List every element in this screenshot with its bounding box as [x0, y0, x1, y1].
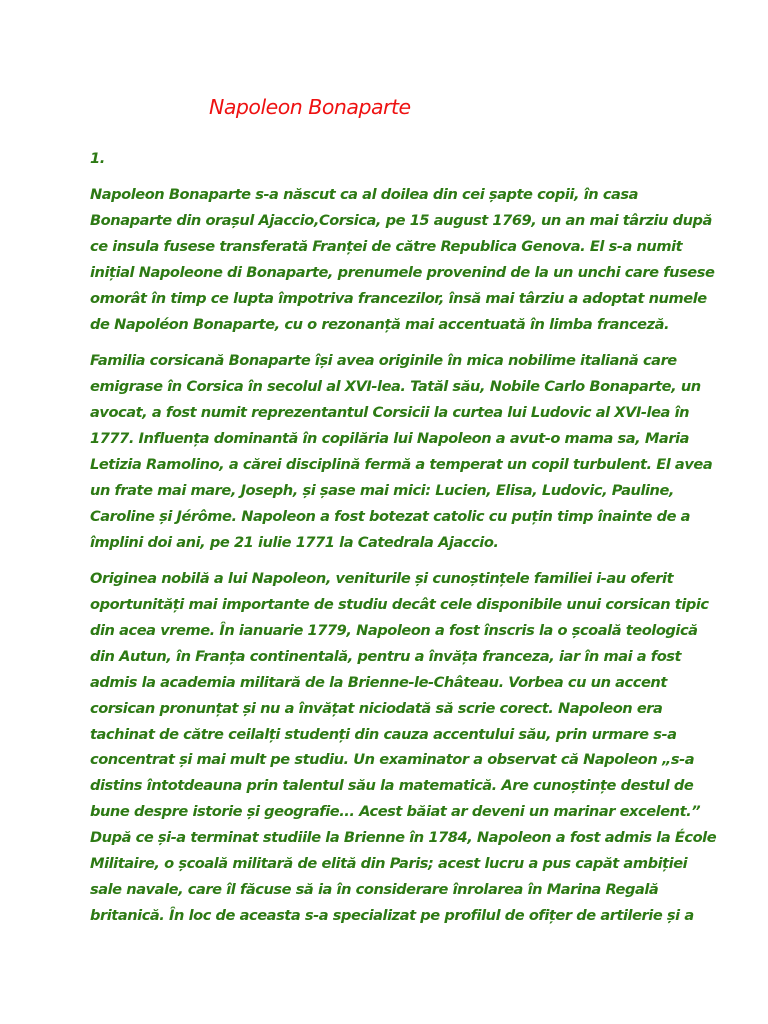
- text-line: din acea vreme. În ianuarie 1779, Napoleon a fost înscris la o școală teologică: [90, 621, 698, 639]
- text-line: un frate mai mare, Joseph, și șase mai mici: Lucien, Elisa, Ludovic, Pauline,: [90, 481, 675, 499]
- text-line: de Napoléon Bonaparte, cu o rezonanță mai accentuată în limba franceză.: [90, 315, 670, 333]
- paragraph-birth: [90, 182, 715, 337]
- document-title: Napoleon Bonaparte: [209, 95, 411, 119]
- text-line: emigrase în Corsica în secolul al XVI-lea. Tatăl său, Nobile Carlo Bonaparte, un: [90, 378, 701, 396]
- text-line: bune despre istorie și geografie... Acest băiat ar deveni un marinar excelent.”: [90, 803, 701, 821]
- text-line: tachinat de către ceilalți studenți din cauza accentului său, prin urmare s-a: [90, 725, 677, 743]
- text-line: Napoleon Bonaparte s-a născut ca al doilea din cei șapte copii, în casa: [90, 186, 639, 204]
- text-line: inițial Napoleone di Bonaparte, prenumele provenind de la un unchi care fusese: [90, 264, 715, 282]
- paragraph-family: [90, 348, 713, 555]
- text-line: Caroline și Jérôme. Napoleon a fost botezat catolic cu puțin timp înainte de a: [90, 507, 691, 525]
- text-line: Originea nobilă a lui Napoleon, veniturile și cunoștințele familiei i-au oferit: [90, 570, 674, 588]
- text-line: Bonaparte din orașul Ajaccio,Corsica, pe 15 august 1769, un an mai târziu după: [90, 212, 712, 230]
- text-line: sale navale, care îl făcuse să ia în considerare înrolarea în Marina Regală: [90, 880, 659, 898]
- paragraph-spacer: [90, 172, 690, 183]
- paragraph-education: [90, 566, 717, 929]
- text-line: corsican pronunțat și nu a învățat niciodată să scrie corect. Napoleon era: [90, 699, 663, 717]
- text-line: avocat, a fost numit reprezentantul Corsicii la curtea lui Ludovic al XVI-lea în: [90, 404, 690, 422]
- text-line: concentrat și mai mult pe studiu. Un examinator a observat că Napoleon „s-a: [90, 751, 695, 769]
- text-line: împlini doi ani, pe 21 iulie 1771 la Catedrala Ajaccio.: [90, 533, 499, 551]
- section-number: 1.: [90, 150, 105, 167]
- paragraph-spacer: [90, 556, 690, 567]
- text-line: omorât în timp ce lupta împotriva francezilor, însă mai târziu a adoptat numele: [90, 290, 707, 308]
- text-line: britanică. În loc de aceasta s-a specializat pe profilul de ofițer de artilerie și a: [90, 906, 694, 924]
- text-line: ce insula fusese transferată Franței de către Republica Genova. El s-a numit: [90, 238, 683, 256]
- text-line: distins întotdeauna prin talentul său la matematică. Are cunoștințe destul de: [90, 777, 694, 795]
- text-line: 1777. Influența dominantă în copilăria lui Napoleon a avut-o mama sa, Maria: [90, 430, 690, 448]
- document-body: [90, 146, 717, 929]
- text-line: Letizia Ramolino, a cărei disciplină fermă a temperat un copil turbulent. El avea: [90, 455, 713, 473]
- text-line: După ce și-a terminat studiile la Brienne în 1784, Napoleon a fost admis la École: [90, 829, 717, 847]
- text-line: Familia corsicană Bonaparte își avea originile în mica nobilime italiană care: [90, 352, 677, 370]
- text-line: Militaire, o școală militară de elită din Paris; acest lucru a pus capăt ambiției: [90, 855, 688, 873]
- paragraph-spacer: [90, 338, 690, 349]
- text-line: oportunități mai importante de studiu decât cele disponibile unui corsican tipic: [90, 596, 709, 613]
- text-line: din Autun, în Franța continentală, pentru a învăța franceza, iar în mai a fost: [90, 647, 682, 665]
- text-line: admis la academia militară de la Brienne-le-Château. Vorbea cu un accent: [90, 673, 667, 691]
